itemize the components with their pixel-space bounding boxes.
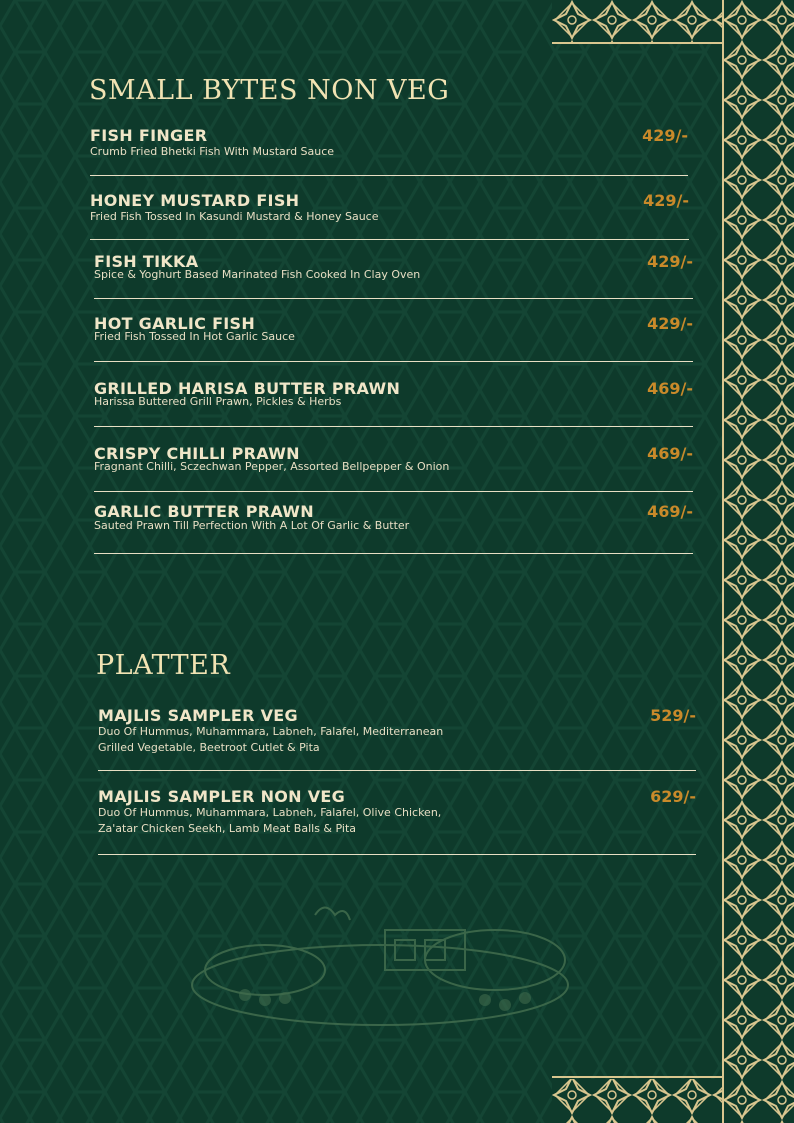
item-divider: [90, 175, 688, 176]
item-divider: [94, 298, 693, 299]
item-price: 429/-: [642, 126, 688, 145]
item-name: HONEY MUSTARD FISH: [90, 191, 300, 210]
item-price: 469/-: [647, 379, 693, 398]
item-description: Duo Of Hummus, Muhammara, Labneh, Falafel, Olive Chicken,: [98, 806, 442, 819]
item-description: Fragnant Chilli, Sczechwan Pepper, Assorted Bellpepper & Onion: [94, 460, 450, 473]
item-description: Spice & Yoghurt Based Marinated Fish Cooked In Clay Oven: [94, 268, 421, 281]
item-description: Harissa Buttered Grill Prawn, Pickles & Herbs: [94, 395, 342, 408]
item-name: MAJLIS SAMPLER NON VEG: [98, 787, 346, 806]
menu-item: [94, 314, 693, 362]
item-name: MAJLIS SAMPLER VEG: [98, 706, 298, 725]
item-name: HOT GARLIC FISH: [94, 314, 256, 333]
menu-item: [90, 191, 689, 240]
menu-item: [90, 126, 688, 176]
right-ornamental-border: [722, 0, 794, 1123]
item-name: GRILLED HARISA BUTTER PRAWN: [94, 379, 401, 398]
item-name: FISH TIKKA: [94, 252, 199, 271]
item-divider: [98, 770, 696, 771]
item-divider: [94, 553, 693, 554]
menu-item: [94, 379, 693, 427]
menu-item: [98, 787, 696, 855]
item-name: GARLIC BUTTER PRAWN: [94, 502, 314, 521]
item-price: 469/-: [647, 444, 693, 463]
item-description: Sauted Prawn Till Perfection With A Lot Of Garlic & Butter: [94, 519, 410, 532]
item-price: 629/-: [650, 787, 696, 806]
item-price: 529/-: [650, 706, 696, 725]
item-description: Za'atar Chicken Seekh, Lamb Meat Balls & Pita: [98, 822, 357, 835]
section-title: SMALL BYTES NON VEG: [89, 75, 450, 106]
item-description: Grilled Vegetable, Beetroot Cutlet & Pita: [98, 741, 320, 754]
item-divider: [90, 239, 689, 240]
item-divider: [94, 426, 693, 427]
item-description: Duo Of Hummus, Muhammara, Labneh, Falafel, Mediterranean: [98, 725, 444, 738]
item-name: CRISPY CHILLI PRAWN: [94, 444, 300, 463]
item-divider: [98, 854, 696, 855]
item-description: Fried Fish Tossed In Kasundi Mustard & Honey Sauce: [90, 210, 379, 223]
item-price: 429/-: [647, 252, 693, 271]
section-title: PLATTER: [96, 650, 231, 681]
menu-item: [94, 252, 693, 299]
item-divider: [94, 361, 693, 362]
item-price: 429/-: [647, 314, 693, 333]
bottom-ornament: [552, 1075, 722, 1123]
item-divider: [94, 491, 693, 492]
item-description: Crumb Fried Bhetki Fish With Mustard Sauce: [90, 145, 335, 158]
item-price: 469/-: [647, 502, 693, 521]
platter-illustration: [185, 900, 580, 1035]
item-description: Fried Fish Tossed In Hot Garlic Sauce: [94, 330, 295, 343]
top-ornament: [552, 0, 722, 46]
item-price: 429/-: [643, 191, 689, 210]
menu-item: [94, 502, 693, 554]
menu-item: [94, 444, 693, 492]
menu-item: [98, 706, 696, 771]
item-name: FISH FINGER: [90, 126, 208, 145]
